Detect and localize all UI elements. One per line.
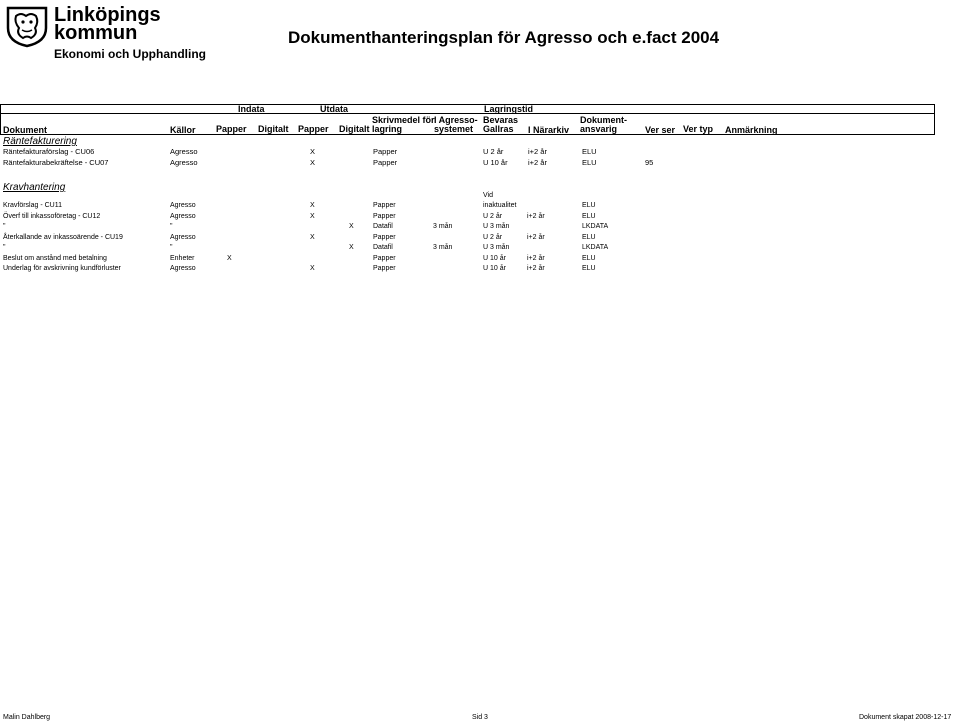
col-dokansvarig-line2: ansvarig — [580, 124, 618, 134]
column-note: inaktualitet — [483, 202, 517, 209]
col-gallras: Gallras — [483, 124, 514, 134]
col-kallor: Källor — [170, 125, 196, 135]
col-agresso-line2: systemet — [434, 124, 474, 134]
cell-gallras: U 2 år — [483, 234, 503, 241]
cell-kallor: Agresso — [170, 265, 196, 272]
cell-dokument: Underlag för avskrivning kundförluster — [3, 265, 121, 272]
cell-agresso: 3 mån — [433, 244, 453, 251]
cell-kallor: Agresso — [170, 202, 196, 209]
col-dokument: Dokument — [3, 125, 48, 135]
cell-papper-ut: X — [310, 213, 315, 220]
cell-ansvarig: ELU — [582, 213, 596, 220]
cell-dokument: " — [3, 244, 6, 251]
cell-gallras: U 10 år — [483, 158, 508, 167]
col-ver-ser: Ver ser — [645, 125, 676, 135]
cell-ansvarig: ELU — [582, 202, 596, 209]
cell-skrivmedel: Papper — [373, 147, 398, 156]
org-subname: kommun — [54, 22, 138, 44]
cell-papper-ut: X — [310, 265, 315, 272]
column-note: Vid — [483, 192, 493, 199]
cell-nararkiv: i+2 år — [527, 213, 545, 220]
col-dokansvarig-line1: Dokument- — [580, 115, 627, 125]
cell-dokument: Beslut om anstånd med betalning — [3, 255, 107, 262]
col-bevaras: Bevaras — [483, 115, 519, 125]
org-name: Linköpings — [54, 4, 161, 26]
cell-ansvarig: ELU — [582, 147, 597, 156]
cell-dokument: Återkallande av inkassoärende - CU19 — [3, 234, 123, 241]
cell-ansvarig: ELU — [582, 255, 596, 262]
cell-kallor: Agresso — [170, 234, 196, 241]
cell-kallor: Agresso — [170, 147, 198, 156]
cell-digitalt-ut: X — [349, 223, 354, 230]
cell-ver-ser: 95 — [645, 158, 654, 167]
cell-gallras: U 3 mån — [483, 223, 510, 230]
cell-ansvarig: LKDATA — [582, 223, 609, 230]
col-group-indata: Indata — [238, 104, 265, 114]
cell-dokument: Räntefakturabekräftelse - CU07 — [3, 158, 109, 167]
cell-skrivmedel: Datafil — [373, 223, 393, 230]
cell-skrivmedel: Papper — [373, 202, 396, 209]
cell-ansvarig: ELU — [582, 234, 596, 241]
col-skrivmedel-line2: lagring — [372, 124, 403, 134]
page-title: Dokumenthanteringsplan för Agresso och e.fact 2004 — [288, 28, 720, 47]
cell-kallor: Agresso — [170, 158, 198, 167]
col-nararkiv: I Närarkiv — [528, 125, 570, 135]
section-title: Kravhantering — [3, 182, 66, 193]
cell-papper-ut: X — [310, 234, 315, 241]
cell-skrivmedel: Papper — [373, 234, 396, 241]
cell-dokument: Räntefakturaförslag - CU06 — [3, 147, 95, 156]
col-anmarkning: Anmärkning — [725, 125, 778, 135]
cell-nararkiv: i+2 år — [527, 265, 545, 272]
cell-ansvarig: ELU — [582, 265, 596, 272]
col-digitalt-in: Digitalt — [258, 124, 289, 134]
col-agresso-line1: I Agresso- — [434, 115, 478, 125]
col-group-lagringstid: Lagringstid — [484, 104, 533, 114]
col-digitalt-ut: Digitalt — [339, 124, 370, 134]
cell-kallor: Agresso — [170, 213, 196, 220]
cell-gallras: U 2 år — [483, 147, 504, 156]
header-border-mid — [0, 113, 934, 114]
col-skrivmedel-line1: Skrivmedel för — [372, 115, 435, 125]
cell-gallras: U 10 år — [483, 255, 506, 262]
cell-papper-ut: X — [310, 158, 316, 167]
header-border-bottom — [0, 134, 934, 135]
cell-kallor: " — [170, 223, 173, 230]
cell-skrivmedel: Papper — [373, 158, 398, 167]
footer-author: Malin Dahlberg — [3, 714, 51, 721]
cell-papper-ut: X — [310, 147, 316, 156]
col-ver-typ: Ver typ — [683, 124, 714, 134]
header-border-right — [934, 104, 935, 135]
col-papper-in: Papper — [216, 124, 247, 134]
cell-nararkiv: i+2 år — [527, 234, 545, 241]
cell-nararkiv: i+2 år — [528, 158, 547, 167]
cell-skrivmedel: Papper — [373, 213, 396, 220]
department: Ekonomi och Upphandling — [54, 47, 206, 61]
section-title: Räntefakturering — [3, 136, 77, 147]
col-papper-ut: Papper — [298, 124, 329, 134]
cell-kallor: " — [170, 244, 173, 251]
cell-gallras: U 2 år — [483, 213, 503, 220]
lion-crest-logo — [4, 4, 50, 48]
cell-papper-in: X — [227, 255, 232, 262]
cell-kallor: Enheter — [170, 255, 195, 262]
cell-digitalt-ut: X — [349, 244, 354, 251]
header-border-left — [0, 104, 1, 135]
footer-page-number: Sid 3 — [472, 714, 488, 721]
col-group-utdata: Utdata — [320, 104, 349, 114]
cell-dokument: " — [3, 223, 6, 230]
cell-skrivmedel: Papper — [373, 265, 396, 272]
cell-skrivmedel: Papper — [373, 255, 396, 262]
cell-agresso: 3 mån — [433, 223, 453, 230]
cell-dokument: Kravförslag - CU11 — [3, 202, 63, 209]
cell-nararkiv: i+2 år — [528, 147, 547, 156]
cell-ansvarig: ELU — [582, 158, 597, 167]
cell-ansvarig: LKDATA — [582, 244, 609, 251]
cell-gallras: U 10 år — [483, 265, 506, 272]
cell-papper-ut: X — [310, 202, 315, 209]
header-border-top — [0, 104, 934, 105]
cell-nararkiv: i+2 år — [527, 255, 545, 262]
cell-gallras: U 3 mån — [483, 244, 510, 251]
footer-created-date: Dokument skapat 2008-12-17 — [859, 714, 952, 721]
cell-dokument: Överf till inkassoföretag - CU12 — [3, 213, 101, 220]
cell-skrivmedel: Datafil — [373, 244, 393, 251]
